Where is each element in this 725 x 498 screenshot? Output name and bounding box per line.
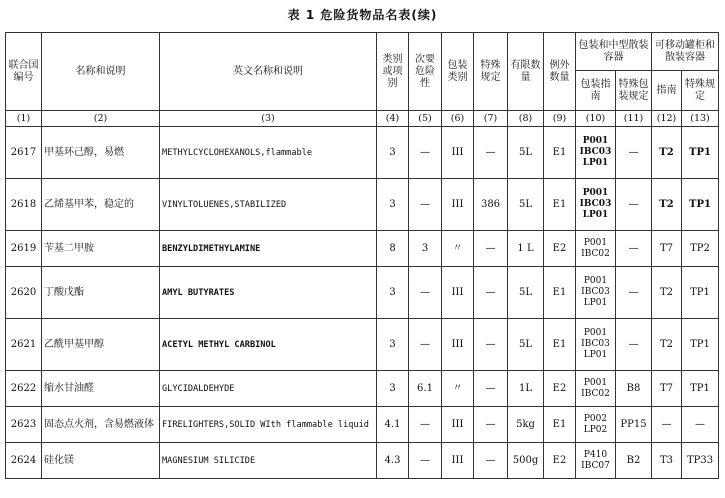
packing-group-cell: III xyxy=(442,319,474,371)
packing-instruction-code: P001 xyxy=(583,276,608,286)
header-packing-group: 包装类别 xyxy=(442,33,474,111)
tank-special-cell: TP1 xyxy=(682,127,719,179)
packing-instruction-code: LP01 xyxy=(583,298,608,308)
english-name-cell: FIRELIGHTERS,SOLID WIth flammable liquid xyxy=(160,407,377,443)
packing-instruction-cell xyxy=(576,179,616,231)
special-provision-cell: — xyxy=(474,407,508,443)
subsidiary-risk-cell: — xyxy=(409,319,442,371)
limited-quantity-cell: 1 L xyxy=(508,231,544,267)
header-limited-quantity: 有限数量 xyxy=(508,33,544,111)
name-cell: 丁酸戊酯 xyxy=(42,267,160,319)
special-packing-cell: — xyxy=(616,179,652,231)
table-row xyxy=(6,267,719,319)
packing-group-cell: III xyxy=(442,443,474,479)
packing-group-cell: III xyxy=(442,267,474,319)
special-provision-cell: — xyxy=(474,267,508,319)
packing-instruction-code: IBC03 xyxy=(579,147,612,157)
packing-instruction-cell xyxy=(576,443,616,479)
excepted-quantity-cell: E2 xyxy=(544,443,576,479)
name-cell: 缩水甘油醛 xyxy=(42,371,160,407)
packing-instruction-cell xyxy=(576,371,616,407)
tank-special-cell: TP1 xyxy=(682,371,719,407)
table-row xyxy=(6,179,719,231)
table-title: 表 1 危险货物品名表(续) xyxy=(287,8,438,22)
special-provision-cell: — xyxy=(474,319,508,371)
limited-quantity-cell: 5L xyxy=(508,267,544,319)
name-cell: 甲基环己醇，易燃 xyxy=(42,127,160,179)
table-row xyxy=(6,127,719,179)
table-body xyxy=(6,127,719,479)
english-name-cell: BENZYLDIMETHYLAMINE xyxy=(160,231,377,267)
dangerous-goods-table xyxy=(5,32,719,479)
header-class: 类别或项别 xyxy=(377,33,409,111)
english-name-cell: AMYL BUTYRATES xyxy=(160,267,377,319)
subsidiary-risk-cell: — xyxy=(409,267,442,319)
excepted-quantity-cell: E1 xyxy=(544,319,576,371)
table-row xyxy=(6,371,719,407)
special-provision-cell: — xyxy=(474,127,508,179)
packing-instruction-code: IBC03 xyxy=(581,287,610,297)
un-cell: 2622 xyxy=(6,371,42,407)
tank-instruction-cell: T2 xyxy=(652,319,682,371)
special-packing-cell: — xyxy=(616,319,652,371)
special-packing-cell: PP15 xyxy=(616,407,652,443)
packing-group-cell: III xyxy=(442,127,474,179)
class-cell: 3 xyxy=(377,371,409,407)
tank-special-cell: TP2 xyxy=(682,231,719,267)
packing-instruction-cell xyxy=(576,231,616,267)
packing-instruction-code: LP01 xyxy=(582,210,609,220)
col-num: (10) xyxy=(576,111,616,127)
tank-instruction-cell: T3 xyxy=(652,443,682,479)
tank-instruction-cell: T7 xyxy=(652,371,682,407)
subsidiary-risk-cell: 3 xyxy=(409,231,442,267)
packing-group-cell: 〃 xyxy=(442,371,474,407)
header-tank-instructions: 指南 xyxy=(652,71,682,111)
un-cell: 2623 xyxy=(6,407,42,443)
col-num: (6) xyxy=(442,111,474,127)
special-provision-cell: — xyxy=(474,371,508,407)
packing-instruction-code: LP01 xyxy=(582,158,609,168)
un-cell: 2620 xyxy=(6,267,42,319)
subsidiary-risk-cell: — xyxy=(409,443,442,479)
name-cell: 硅化镁 xyxy=(42,443,160,479)
packing-instruction-cell xyxy=(576,407,616,443)
packing-instruction-code: IBC03 xyxy=(579,199,612,209)
class-cell: 4.1 xyxy=(377,407,409,443)
packing-instruction-code: IBC02 xyxy=(581,388,610,399)
col-num: (5) xyxy=(409,111,442,127)
limited-quantity-cell: 500g xyxy=(508,443,544,479)
english-name-cell: VINYLTOLUENES,STABILIZED xyxy=(160,179,377,231)
special-packing-cell: — xyxy=(616,267,652,319)
subsidiary-risk-cell: — xyxy=(409,407,442,443)
english-name-cell: GLYCIDALDEHYDE xyxy=(160,371,377,407)
limited-quantity-cell: 5L xyxy=(508,319,544,371)
special-provision-cell: — xyxy=(474,231,508,267)
header-special-provisions: 特殊规定 xyxy=(474,33,508,111)
special-packing-cell: — xyxy=(616,231,652,267)
class-cell: 3 xyxy=(377,319,409,371)
packing-instruction-code: IBC03 xyxy=(581,339,610,349)
col-num: (7) xyxy=(474,111,508,127)
header-subsidiary-risk: 次要危险性 xyxy=(409,33,442,111)
header-row-1 xyxy=(6,33,719,71)
packing-instruction-cell xyxy=(576,319,616,371)
name-cell: 苄基二甲胺 xyxy=(42,231,160,267)
name-cell: 乙酰甲基甲醇 xyxy=(42,319,160,371)
excepted-quantity-cell: E2 xyxy=(544,231,576,267)
tank-instruction-cell: T2 xyxy=(652,127,682,179)
tank-instruction-cell: T7 xyxy=(652,231,682,267)
tank-special-cell: TP33 xyxy=(682,443,719,479)
packing-instruction-code: P410 xyxy=(583,449,608,460)
tank-instruction-cell: — xyxy=(652,407,682,443)
un-cell: 2624 xyxy=(6,443,42,479)
header-packaging-ibc: 包装和中型散装容器 xyxy=(576,33,652,71)
excepted-quantity-cell: E1 xyxy=(544,179,576,231)
limited-quantity-cell: 1L xyxy=(508,371,544,407)
english-name-cell: METHYLCYCLOHEXANOLS,flammable xyxy=(160,127,377,179)
subsidiary-risk-cell: — xyxy=(409,127,442,179)
name-cell: 乙烯基甲苯，稳定的 xyxy=(42,179,160,231)
header-excepted-quantity: 例外数量 xyxy=(544,33,576,111)
subsidiary-risk-cell: 6.1 xyxy=(409,371,442,407)
un-cell: 2619 xyxy=(6,231,42,267)
subsidiary-risk-cell: — xyxy=(409,179,442,231)
packing-instruction-cell xyxy=(576,267,616,319)
packing-group-cell: 〃 xyxy=(442,231,474,267)
special-packing-cell: — xyxy=(616,127,652,179)
header-tanks-bulk: 可移动罐柜和散装容器 xyxy=(652,33,719,71)
column-number-row xyxy=(6,111,719,127)
packing-instruction-code: LP02 xyxy=(583,424,608,435)
class-cell: 4.3 xyxy=(377,443,409,479)
packing-instruction-cell xyxy=(576,127,616,179)
packing-instruction-code: IBC07 xyxy=(581,460,610,471)
header-packing-instructions: 包装指南 xyxy=(576,71,616,111)
col-num: (1) xyxy=(6,111,42,127)
header-tank-special: 特殊规定 xyxy=(682,71,719,111)
tank-special-cell: — xyxy=(682,407,719,443)
table-row xyxy=(6,443,719,479)
col-num: (2) xyxy=(42,111,160,127)
un-cell: 2617 xyxy=(6,127,42,179)
tank-special-cell: TP1 xyxy=(682,179,719,231)
col-num: (13) xyxy=(682,111,719,127)
header-un-number: 联合国编号 xyxy=(6,33,42,111)
tank-instruction-cell: T2 xyxy=(652,179,682,231)
packing-instruction-code: P001 xyxy=(582,136,609,146)
header-special-packing: 特殊包装规定 xyxy=(616,71,652,111)
un-cell: 2618 xyxy=(6,179,42,231)
class-cell: 3 xyxy=(377,179,409,231)
class-cell: 3 xyxy=(377,127,409,179)
excepted-quantity-cell: E1 xyxy=(544,127,576,179)
excepted-quantity-cell: E1 xyxy=(544,407,576,443)
packing-instruction-code: LP01 xyxy=(583,350,608,360)
limited-quantity-cell: 5L xyxy=(508,179,544,231)
packing-instruction-code: IBC02 xyxy=(581,248,610,259)
excepted-quantity-cell: E2 xyxy=(544,371,576,407)
header-english-name: 英文名称和说明 xyxy=(160,33,377,111)
packing-instruction-code: P001 xyxy=(583,237,608,248)
packing-group-cell: III xyxy=(442,179,474,231)
col-num: (12) xyxy=(652,111,682,127)
excepted-quantity-cell: E1 xyxy=(544,267,576,319)
col-num: (11) xyxy=(616,111,652,127)
packing-instruction-code: P001 xyxy=(582,188,609,198)
special-provision-cell: 386 xyxy=(474,179,508,231)
un-cell: 2621 xyxy=(6,319,42,371)
special-packing-cell: B2 xyxy=(616,443,652,479)
limited-quantity-cell: 5kg xyxy=(508,407,544,443)
english-name-cell: ACETYL METHYL CARBINOL xyxy=(160,319,377,371)
tank-special-cell: TP1 xyxy=(682,267,719,319)
limited-quantity-cell: 5L xyxy=(508,127,544,179)
col-num: (9) xyxy=(544,111,576,127)
col-num: (3) xyxy=(160,111,377,127)
packing-instruction-code: P001 xyxy=(583,377,608,388)
table-row xyxy=(6,407,719,443)
header-name: 名称和说明 xyxy=(42,33,160,111)
name-cell: 固态点火剂，含易燃液体 xyxy=(42,407,160,443)
tank-instruction-cell: T2 xyxy=(652,267,682,319)
col-num: (4) xyxy=(377,111,409,127)
english-name-cell: MAGNESIUM SILICIDE xyxy=(160,443,377,479)
col-num: (8) xyxy=(508,111,544,127)
packing-instruction-code: P001 xyxy=(583,328,608,338)
class-cell: 3 xyxy=(377,267,409,319)
class-cell: 8 xyxy=(377,231,409,267)
packing-group-cell: III xyxy=(442,407,474,443)
table-row xyxy=(6,231,719,267)
table-row xyxy=(6,319,719,371)
tank-special-cell: TP1 xyxy=(682,319,719,371)
special-provision-cell: — xyxy=(474,443,508,479)
packing-instruction-code: P002 xyxy=(583,413,608,424)
special-packing-cell: B8 xyxy=(616,371,652,407)
